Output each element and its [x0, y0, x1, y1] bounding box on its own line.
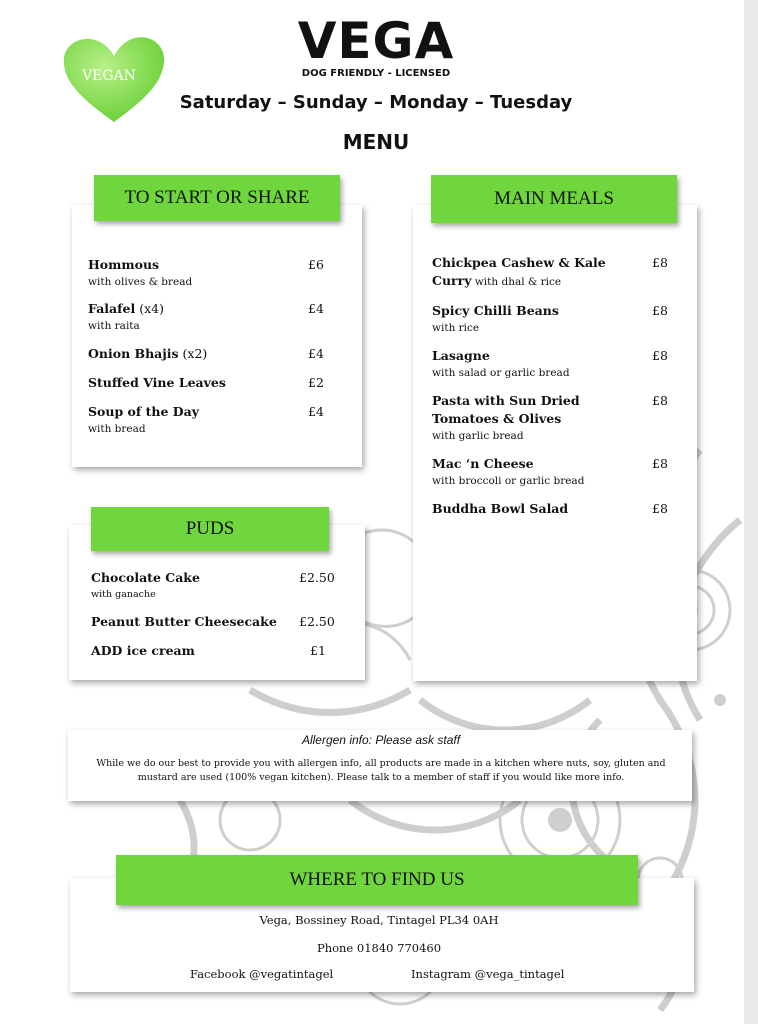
item-price: £2.50	[299, 614, 335, 629]
puds-heading: PUDS	[91, 507, 329, 551]
item-description: with bread	[88, 423, 146, 435]
starters-heading: TO START OR SHARE	[94, 175, 340, 221]
menu-item	[432, 500, 568, 518]
menu-item	[91, 569, 200, 603]
instagram-handle: Instagram @vega_tintagel	[411, 967, 565, 981]
item-name: Pasta with Sun Dried	[432, 393, 580, 408]
item-description: with rice	[432, 322, 480, 334]
menu-item	[88, 256, 192, 290]
allergen-body: While we do our best to provide you with allergen info, all products are made in a kitchen where nuts, soy, gluten and mustard are used (100% vegan kitchen). Please talk to a member of staff if you would like more info.	[96, 758, 666, 783]
item-name: Soup of the Day	[88, 404, 199, 419]
vegan-badge-text: VEGAN	[82, 68, 136, 84]
item-description: with ganache	[91, 589, 156, 600]
item-price: £4	[308, 301, 324, 316]
item-name: Peanut Butter Cheesecake	[91, 614, 277, 629]
item-price: £8	[652, 255, 668, 270]
menu-item: Falafel (x4) with raita	[88, 301, 164, 332]
item-price: £8	[652, 501, 668, 516]
menu-item	[88, 403, 199, 437]
item-description: with salad or garlic bread	[432, 367, 570, 379]
menu-item	[432, 302, 559, 336]
phone-number: Phone 01840 770460	[316, 941, 442, 955]
item-name: Buddha Bowl Salad	[432, 501, 569, 516]
item-name: Chickpea Cashew & Kale	[432, 255, 606, 270]
item-description: with garlic bread	[432, 430, 524, 442]
item-price: £8	[652, 393, 668, 408]
item-name: Chocolate Cake	[91, 570, 200, 585]
mains-heading: MAIN MEALS	[431, 175, 677, 223]
menu-item	[432, 254, 606, 291]
item-price: £2.50	[299, 570, 335, 585]
item-price: £4	[308, 404, 324, 419]
restaurant-tagline: DOG FRIENDLY - LICENSED	[301, 68, 451, 79]
menu-item	[432, 455, 584, 489]
item-description: with raita	[88, 320, 140, 332]
restaurant-name: VEGA	[297, 12, 455, 70]
menu-item	[91, 613, 277, 631]
item-name: Onion Bhajis	[88, 346, 179, 361]
menu-item	[432, 392, 580, 444]
item-price: £8	[652, 348, 668, 363]
item-name: ADD ice cream	[91, 643, 195, 658]
item-name: Mac ‘n Cheese	[432, 456, 534, 471]
item-description: with dhal & rice	[471, 276, 562, 288]
item-price: £1	[310, 643, 326, 658]
item-price: £2	[308, 375, 324, 390]
menu-item	[91, 642, 195, 660]
item-price: £6	[308, 257, 324, 272]
item-name: Hommous	[88, 257, 160, 272]
opening-days: Saturday – Sunday – Monday – Tuesday	[179, 92, 573, 113]
facebook-handle: Facebook @vegatintagel	[190, 967, 334, 981]
item-name: Curry	[432, 273, 472, 288]
item-name: Lasagne	[432, 348, 490, 363]
item-name: Tomatoes & Olives	[432, 411, 562, 426]
item-name: Falafel	[88, 301, 136, 316]
item-price: £8	[652, 303, 668, 318]
address: Vega, Bossiney Road, Tintagel PL34 0AH	[259, 913, 499, 927]
item-price: £8	[652, 456, 668, 471]
item-description: with olives & bread	[88, 276, 193, 288]
item-name: Spicy Chilli Beans	[432, 303, 559, 318]
menu-item	[88, 374, 226, 392]
item-description: with broccoli or garlic bread	[432, 475, 585, 487]
item-price: £4	[308, 346, 324, 361]
find-us-heading: WHERE TO FIND US	[116, 855, 638, 905]
menu-item	[432, 347, 570, 381]
allergen-title: Allergen info: Please ask staff	[301, 733, 461, 747]
menu-item: Onion Bhajis (x2)	[88, 346, 208, 361]
item-name: Stuffed Vine Leaves	[88, 375, 226, 390]
menu-heading: MENU	[342, 130, 410, 154]
